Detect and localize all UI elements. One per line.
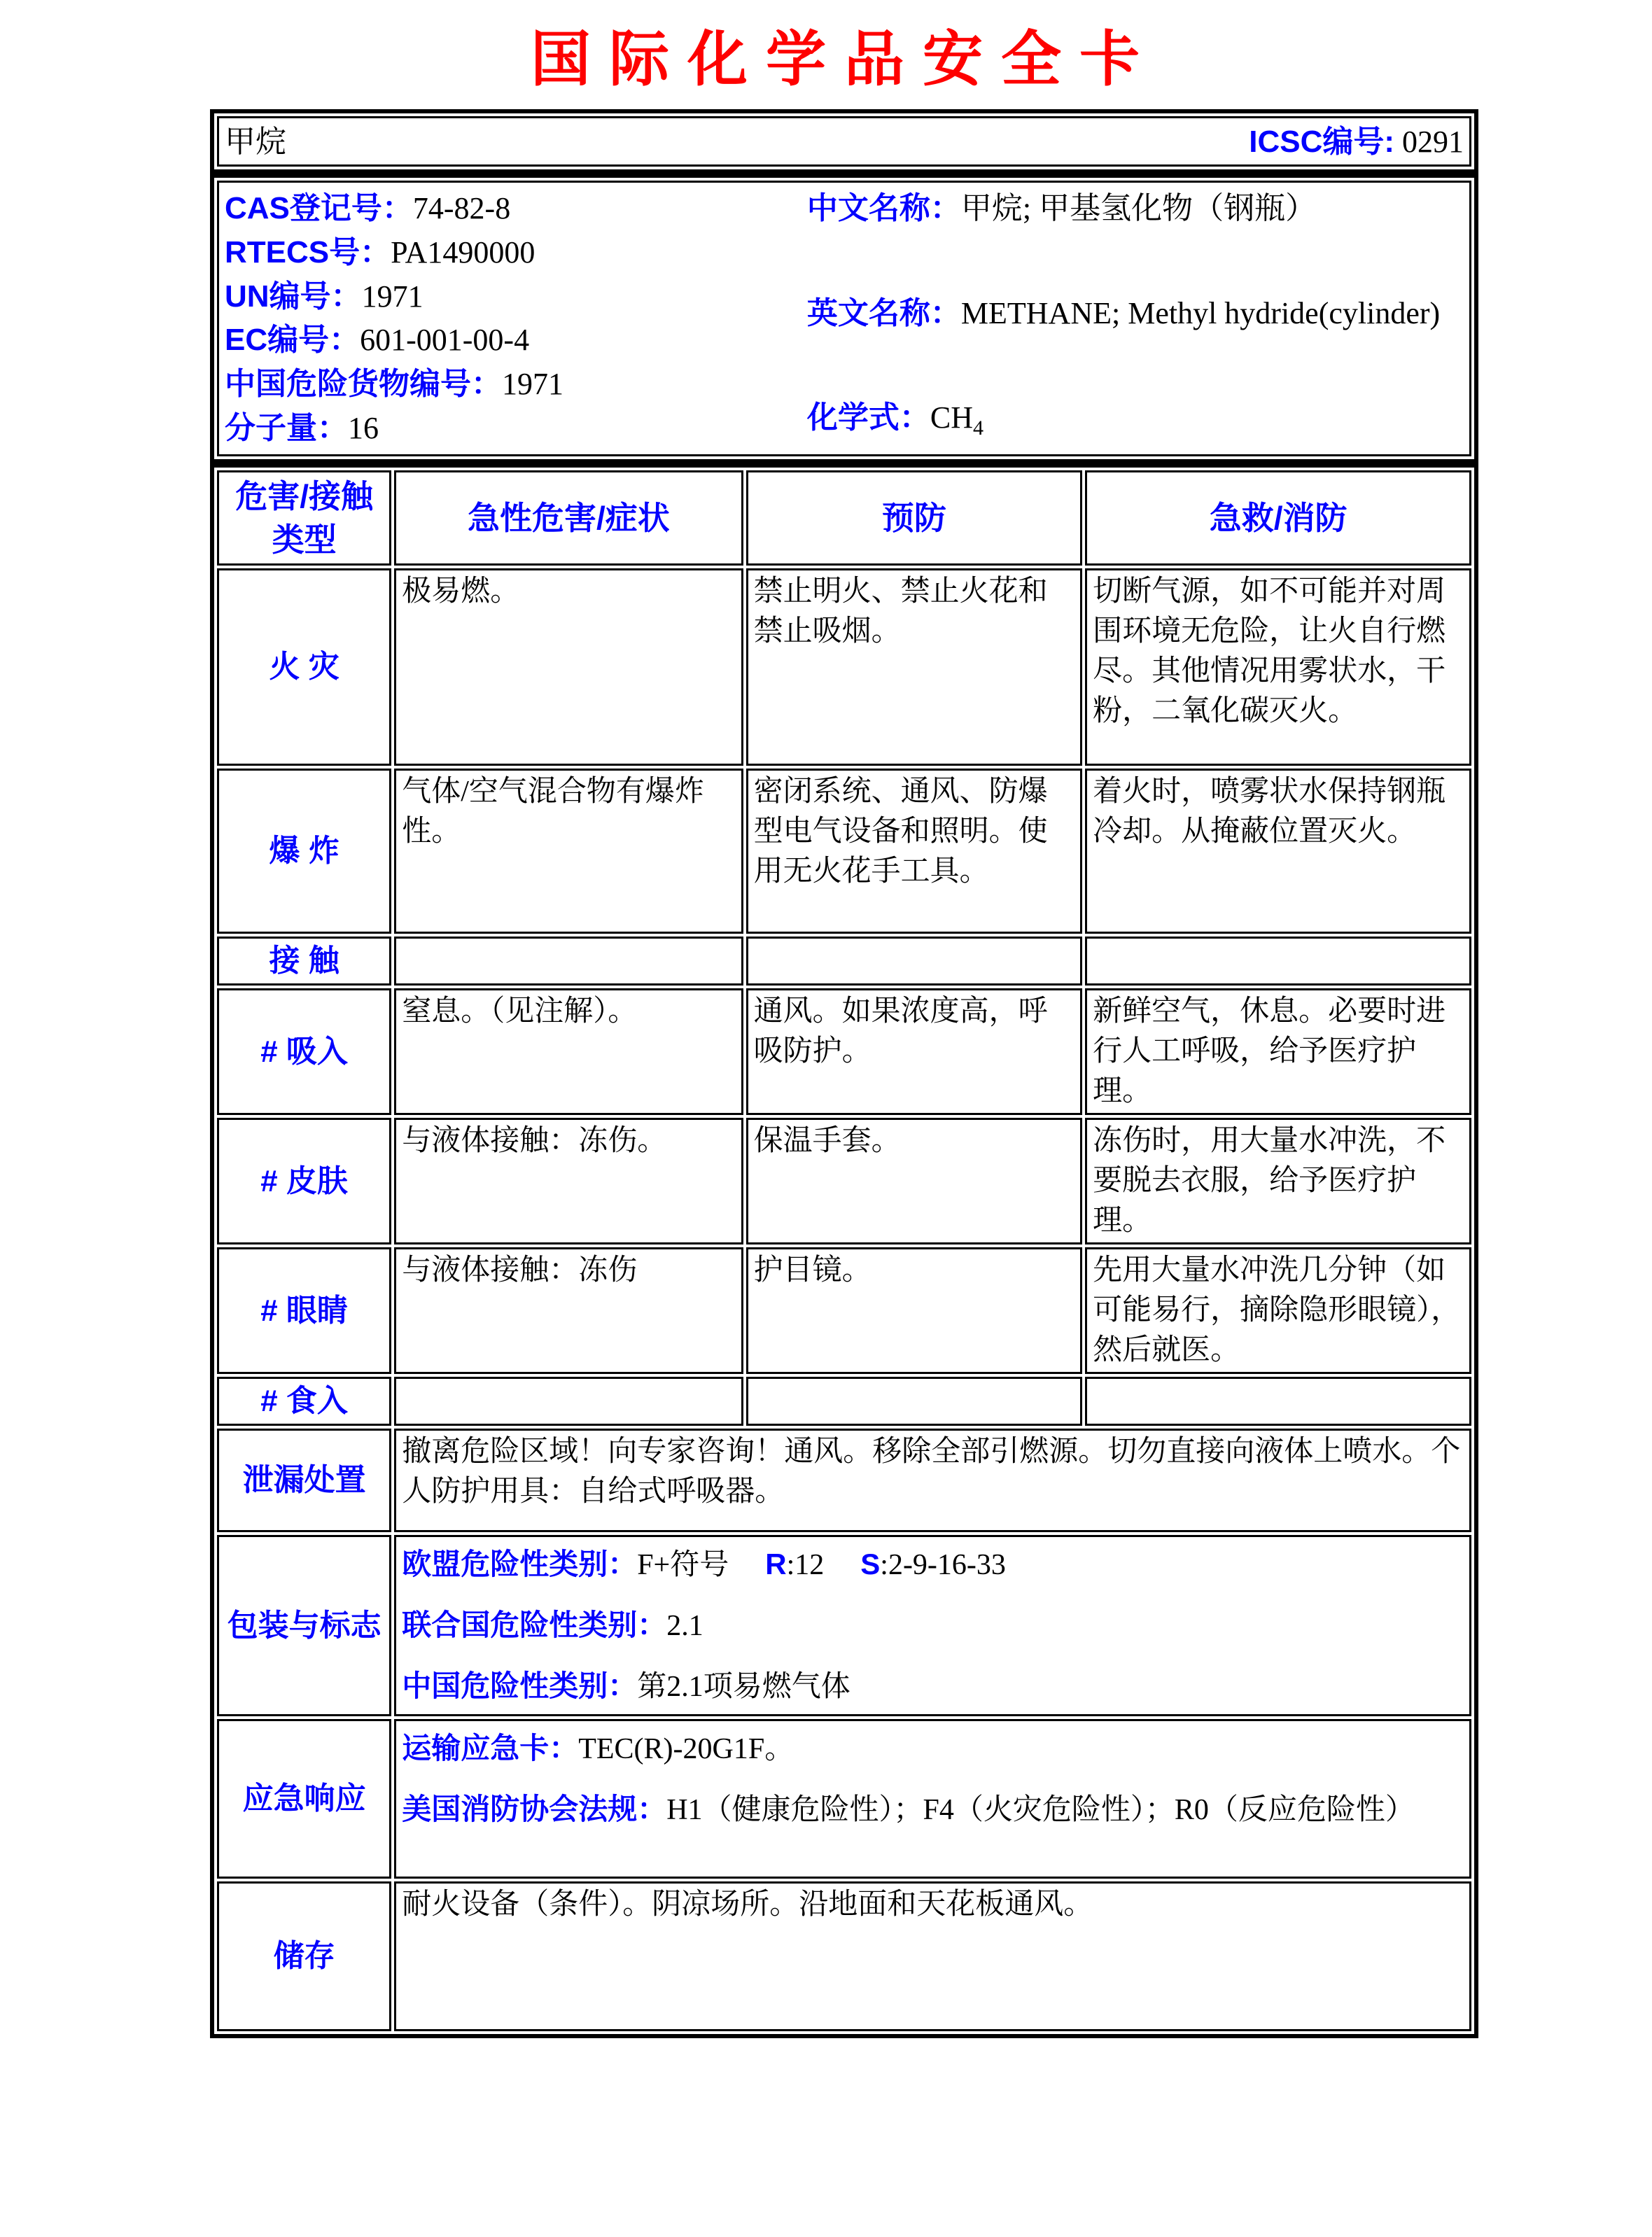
icsc-number-label: ICSC编号:: [1249, 124, 1394, 159]
exposure-prevention: [746, 937, 1083, 986]
un-number-label: UN编号：: [225, 279, 362, 314]
eyes-response: 先用大量水冲洗几分钟（如可能易行，摘除隐形眼镜），然后就医。: [1085, 1247, 1471, 1374]
page-title: 国际化学品安全卡: [531, 26, 1158, 93]
s-phrase-value: :2-9-16-33: [880, 1549, 1006, 1581]
ec-number-line: [225, 318, 807, 362]
row-spill-disposal: [217, 1429, 1471, 1532]
identifiers-right-column: [807, 184, 1464, 453]
row-explosion: [217, 769, 1471, 934]
row-label-emergency-response: 应急响应: [217, 1719, 391, 1879]
molecular-weight-line: [225, 407, 807, 450]
r-phrase-label: R: [765, 1548, 787, 1580]
identifiers-section: [210, 174, 1478, 463]
emergency-response-content: [394, 1719, 1471, 1879]
skin-prevention: 保温手套。: [746, 1118, 1083, 1244]
chemical-formula-label: 化学式：: [806, 400, 930, 435]
ec-number-label: EC编号：: [225, 323, 360, 358]
rtecs-number-value: PA1490000: [391, 234, 536, 269]
eyes-prevention: 护目镜。: [746, 1247, 1083, 1374]
row-label-fire: 火 灾: [217, 568, 391, 766]
row-label-ingestion: # 食入: [217, 1377, 391, 1426]
china-dangerous-goods-number-value: 1971: [502, 367, 564, 402]
chemical-formula-base: CH: [930, 400, 974, 435]
rtecs-number-line: [225, 231, 807, 274]
cas-number-value: 74-82-8: [412, 191, 511, 225]
china-hazard-class-label: 中国危险性类别：: [402, 1669, 638, 1702]
fire-symptoms: 极易燃。: [394, 568, 743, 766]
molecular-weight-value: 16: [348, 410, 379, 445]
ingestion-response: [1085, 1377, 1471, 1426]
chemical-formula-line: [807, 396, 1464, 450]
english-name-line: [807, 292, 1464, 335]
icsc-number-value: 0291: [1402, 124, 1464, 159]
chemical-formula-subscript: 4: [973, 416, 984, 440]
chinese-name-value: 甲烷; 甲基氢化物（钢瓶）: [960, 191, 1317, 225]
header-prevention: 预防: [746, 470, 1083, 566]
identifiers-cell: [217, 181, 1471, 456]
s-phrase-label: S: [860, 1548, 881, 1580]
exposure-response: [1085, 937, 1471, 986]
row-packaging-labelling: [217, 1535, 1471, 1716]
un-number-line: [225, 275, 807, 318]
explosion-prevention: 密闭系统、通风、防爆型电气设备和照明。使用无火花手工具。: [746, 769, 1083, 934]
eu-hazard-class-line: [402, 1544, 1464, 1585]
header-section: [210, 109, 1478, 174]
exposure-symptoms: [394, 937, 743, 986]
row-label-explosion: 爆 炸: [217, 769, 391, 934]
spill-disposal-content: 撤离危险区域！向专家咨询！通风。移除全部引燃源。切勿直接向液体上喷水。个人防护用具：自给式呼吸器。: [394, 1429, 1471, 1532]
ingestion-symptoms: [394, 1377, 743, 1426]
english-name-value: METHANE; Methyl hydride(cylinder): [960, 295, 1441, 330]
row-inhalation: [217, 988, 1471, 1115]
transport-emergency-card-line: [402, 1728, 1464, 1769]
inhalation-symptoms: 窒息。（见注解）。: [394, 988, 743, 1115]
un-hazard-class-value: 2.1: [666, 1610, 704, 1642]
row-fire: [217, 568, 1471, 766]
skin-response: 冻伤时，用大量水冲洗，不要脱去衣服，给予医疗护理。: [1085, 1118, 1471, 1244]
ingestion-prevention: [746, 1377, 1083, 1426]
row-label-packaging-labelling: 包装与标志: [217, 1535, 391, 1716]
transport-emergency-card-value: TEC(R)-20G1F。: [578, 1733, 794, 1765]
china-dangerous-goods-number-line: [225, 363, 807, 406]
chinese-name-line: [807, 187, 1464, 230]
fire-response: 切断气源，如不可能并对周围环境无危险，让火自行燃尽。其他情况用雾状水，干粉，二氧化碳灭火。: [1085, 568, 1471, 766]
rtecs-number-label: RTECS号：: [225, 234, 391, 269]
row-label-exposure: 接 触: [217, 937, 391, 986]
transport-emergency-card-label: 运输应急卡：: [402, 1732, 579, 1765]
cas-number-label: CAS登记号：: [225, 191, 413, 225]
nfpa-code-line: [402, 1789, 1464, 1830]
explosion-response: 着火时，喷雾状水保持钢瓶冷却。从掩蔽位置灭火。: [1085, 769, 1471, 934]
row-storage: [217, 1881, 1471, 2031]
eyes-symptoms: 与液体接触：冻伤: [394, 1247, 743, 1374]
row-ingestion: [217, 1377, 1471, 1426]
row-eyes: [217, 1247, 1471, 1374]
eu-hazard-class-label: 欧盟危险性类别：: [402, 1548, 638, 1580]
row-label-skin: # 皮肤: [217, 1118, 391, 1244]
un-number-value: 1971: [361, 279, 424, 314]
nfpa-code-value: H1（健康危险性）；F4（火灾危险性）；R0（反应危险性）: [666, 1794, 1415, 1826]
header-cell: [217, 116, 1471, 167]
inhalation-prevention: 通风。如果浓度高，呼吸防护。: [746, 988, 1083, 1115]
row-label-eyes: # 眼睛: [217, 1247, 391, 1374]
packaging-labelling-content: [394, 1535, 1471, 1716]
header-acute-symptoms: 急性危害/症状: [394, 470, 743, 566]
cas-number-line: [225, 187, 807, 230]
ec-number-value: 601-001-00-4: [360, 323, 530, 358]
r-phrase-value: :12: [786, 1549, 825, 1581]
eu-hazard-class-value: F+符号: [637, 1549, 729, 1581]
english-name-label: 英文名称：: [806, 295, 961, 330]
row-exposure: [217, 937, 1471, 986]
skin-symptoms: 与液体接触：冻伤。: [394, 1118, 743, 1244]
china-dangerous-goods-number-label: 中国危险货物编号：: [225, 367, 502, 402]
molecular-weight-label: 分子量：: [225, 410, 348, 445]
identifiers-left-column: [225, 184, 807, 453]
chinese-name-label: 中文名称：: [806, 191, 961, 225]
inhalation-response: 新鲜空气，休息。必要时进行人工呼吸，给予医疗护理。: [1085, 988, 1471, 1115]
storage-content: 耐火设备（条件）。阴凉场所。沿地面和天花板通风。: [394, 1881, 1471, 2031]
row-skin: [217, 1118, 1471, 1244]
header-hazard-type: 危害/接触类型: [217, 470, 391, 566]
row-label-inhalation: # 吸入: [217, 988, 391, 1115]
un-hazard-class-label: 联合国危险性类别：: [402, 1608, 667, 1641]
un-hazard-class-line: [402, 1605, 1464, 1646]
icsc-number: [1249, 122, 1464, 162]
china-hazard-class-line: [402, 1666, 1464, 1707]
substance-name: 甲烷: [225, 124, 286, 159]
nfpa-code-label: 美国消防协会法规：: [402, 1793, 667, 1825]
row-label-storage: 储存: [217, 1881, 391, 2031]
hazards-header-row: [217, 470, 1471, 566]
header-first-aid-firefighting: 急救/消防: [1085, 470, 1471, 566]
row-label-spill-disposal: 泄漏处置: [217, 1429, 391, 1532]
china-hazard-class-value: 第2.1项易燃气体: [637, 1671, 850, 1703]
explosion-symptoms: 气体/空气混合物有爆炸性。: [394, 769, 743, 934]
fire-prevention: 禁止明火、禁止火花和禁止吸烟。: [746, 568, 1083, 766]
hazards-section: [210, 463, 1478, 2038]
row-emergency-response: [217, 1719, 1471, 1879]
